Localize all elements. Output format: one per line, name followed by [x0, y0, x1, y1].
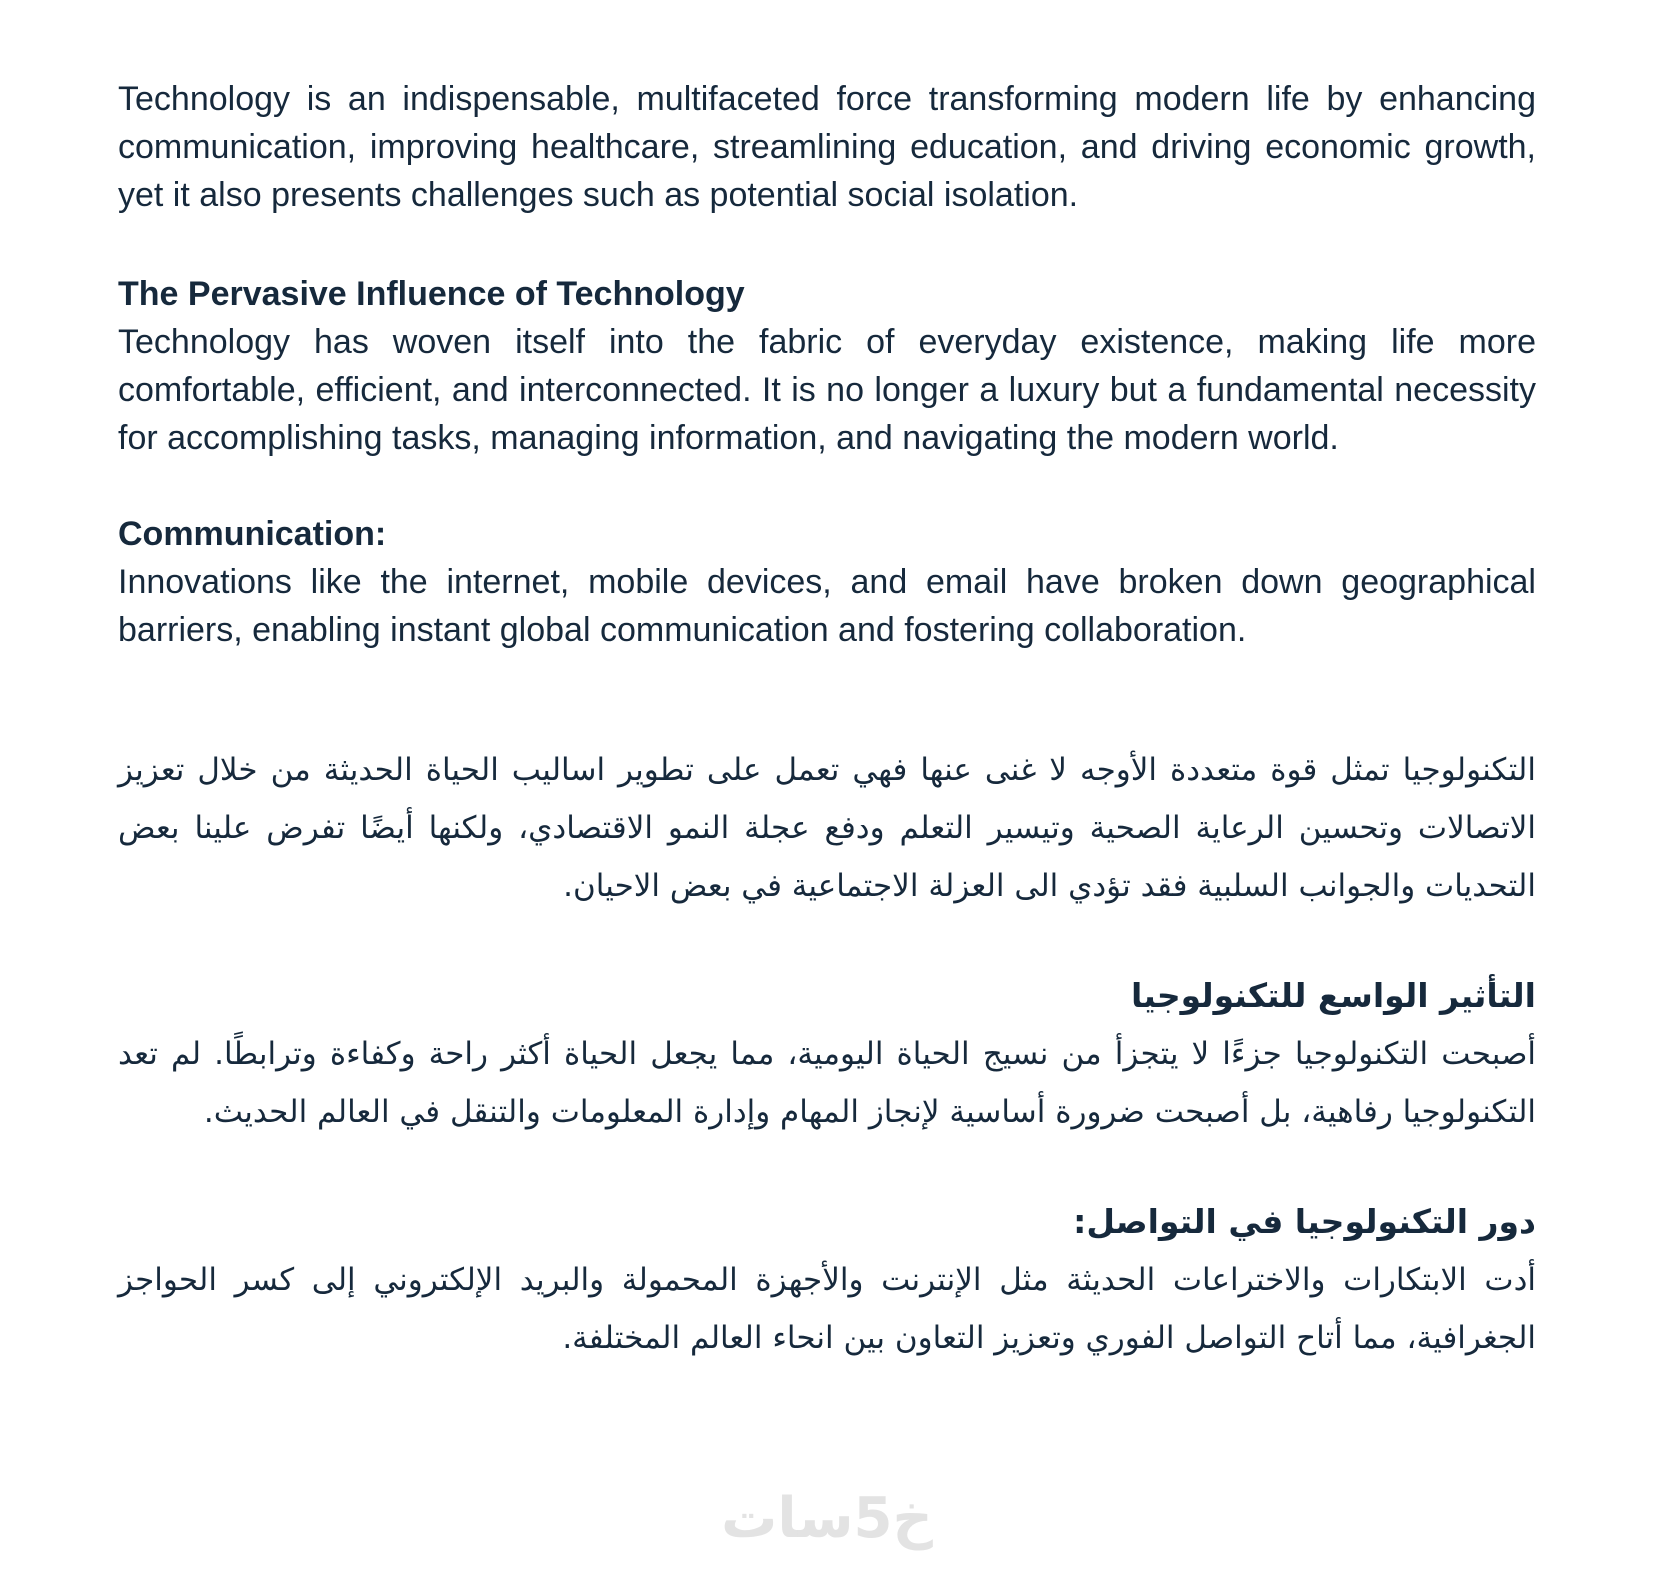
arabic-pervasive-influence-paragraph: أصبحت التكنولوجيا جزءًا لا يتجزأ من نسيج الحياة اليومية، مما يجعل الحياة أكثر راحة وكفاءة وترابطًا. لم تعد التكنولوجيا رفاهية، بل أصبحت ضرورة أساسية لإنجاز المهام وإدارة المعلومات والتنقل في العالم الحديث.: [118, 1036, 1536, 1130]
english-heading-communication: Communication:: [118, 515, 387, 553]
english-pervasive-influence-paragraph: Technology has woven itself into the fabric of everyday existence, making life more comfortable, efficient, and interconnected. It is no longer a luxury but a fundamental necessity for accomplishing tasks, managing information, and navigating the modern world.: [118, 323, 1536, 457]
arabic-text-section: [118, 741, 1536, 1367]
english-heading-pervasive-influence: The Pervasive Influence of Technology: [118, 275, 745, 313]
english-text-section: [118, 75, 1536, 654]
arabic-intro-paragraph: التكنولوجيا تمثل قوة متعددة الأوجه لا غنى عنها فهي تعمل على تطوير اساليب الحياة الحديثة من خلال تعزيز الاتصالات وتحسين الرعاية الصحية وتيسير التعلم ودفع عجلة النمو الاقتصادي، ولكنها أيضًا تفرض علينا بعض التحديات والجوانب السلبية فقد تؤدي الى العزلة الاجتماعية في بعض الاحيان.: [118, 752, 1536, 904]
english-intro-paragraph: Technology is an indispensable, multifaceted force transforming modern life by enhancing communication, improving healthcare, streamlining education, and driving economic growth, yet it also presents challenges such as potential social isolation.: [118, 80, 1536, 214]
arabic-communication-paragraph: أدت الابتكارات والاختراعات الحديثة مثل الإنترنت والأجهزة المحمولة والبريد الإلكتروني إلى كسر الحواجز الجغرافية، مما أتاح التواصل الفوري وتعزيز التعاون بين انحاء العالم المختلفة.: [118, 1262, 1536, 1356]
khamsat-watermark-logo: خ5سات: [721, 1486, 933, 1551]
arabic-heading-communication: دور التكنولوجيا في التواصل:: [1073, 1202, 1536, 1241]
arabic-heading-pervasive-influence: التأثير الواسع للتكنولوجيا: [1130, 976, 1536, 1015]
english-communication-paragraph: Innovations like the internet, mobile devices, and email have broken down geographical barriers, enabling instant global communication and fostering collaboration.: [118, 563, 1536, 649]
